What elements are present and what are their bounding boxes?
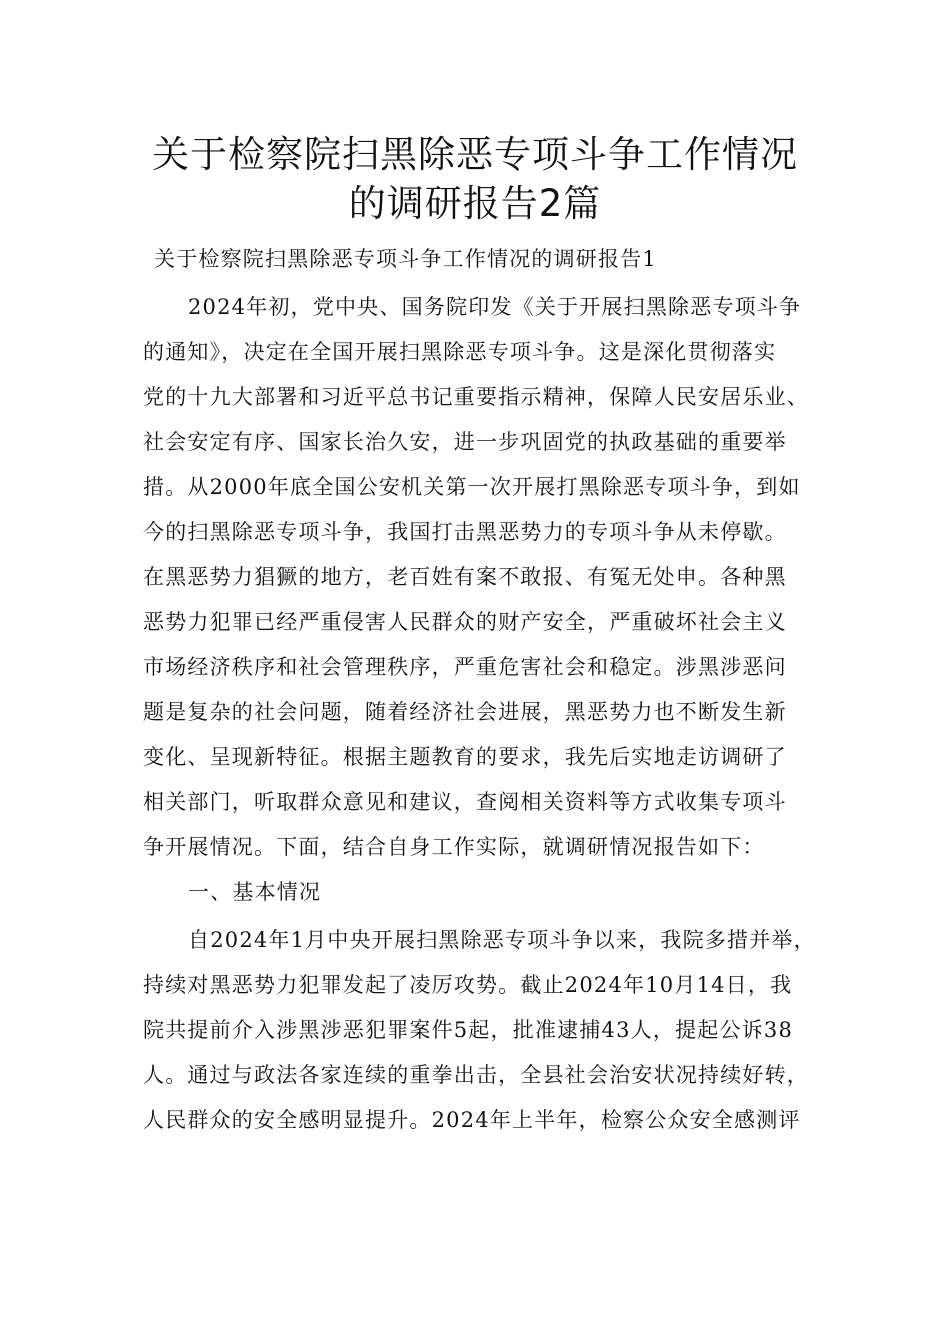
paragraph-line: 措。从2000年底全国公安机关第一次开展打黑除恶专项斗争，到如 [143,475,801,499]
paragraph-line: 社会安定有序、国家长治久安，进一步巩固党的执政基础的重要举 [143,430,787,454]
paragraph-line: 变化、呈现新特征。根据主题教育的要求，我先后实地走访调研了 [143,745,787,769]
document-subtitle: 关于检察院扫黑除恶专项斗争工作情况的调研报告1 [154,247,657,271]
paragraph-line: 争开展情况。下面，结合自身工作实际，就调研情况报告如下： [143,835,765,859]
paragraph-line: 今的扫黑除恶专项斗争，我国打击黑恶势力的专项斗争从未停歇。 [143,520,787,544]
document-title-line-2: 的调研报告2篇 [348,182,602,225]
document-title-line-1: 关于检察院扫黑除恶专项斗争工作情况 [152,133,798,176]
paragraph-line: 人民群众的安全感明显提升。2024年上半年，检察公众安全感测评 [143,1108,801,1132]
paragraph-line: 院共提前介入涉黑涉恶犯罪案件5起，批准逮捕43人，提起公诉38 [143,1018,794,1042]
paragraph-line: 相关部门，听取群众意见和建议，查阅相关资料等方式收集专项斗 [143,790,787,814]
paragraph-line: 自2024年1月中央开展扫黑除恶专项斗争以来，我院多措并举， [188,928,816,952]
paragraph-line: 2024年初，党中央、国务院印发《关于开展扫黑除恶专项斗争 [188,295,802,319]
paragraph-line: 持续对黑恶势力犯罪发起了凌厉攻势。截止2024年10月14日，我 [143,973,793,997]
paragraph-line: 党的十九大部署和习近平总书记重要指示精神，保障人民安居乐业、 [143,385,809,409]
paragraph-line: 题是复杂的社会问题，随着经济社会进展，黑恶势力也不断发生新 [143,700,787,724]
paragraph-line: 的通知》，决定在全国开展扫黑除恶专项斗争。这是深化贯彻落实 [143,340,777,364]
paragraph-line: 在黑恶势力猖獗的地方，老百姓有案不敢报、有冤无处申。各种黑 [143,565,787,589]
paragraph-line: 恶势力犯罪已经严重侵害人民群众的财产安全，严重破坏社会主义 [143,610,787,634]
paragraph-line: 市场经济秩序和社会管理秩序，严重危害社会和稳定。涉黑涉恶问 [143,655,787,679]
paragraph-line: 人。通过与政法各家连续的重拳出击，全县社会治安状况持续好转， [143,1063,809,1087]
section-heading: 一、基本情况 [188,880,322,904]
